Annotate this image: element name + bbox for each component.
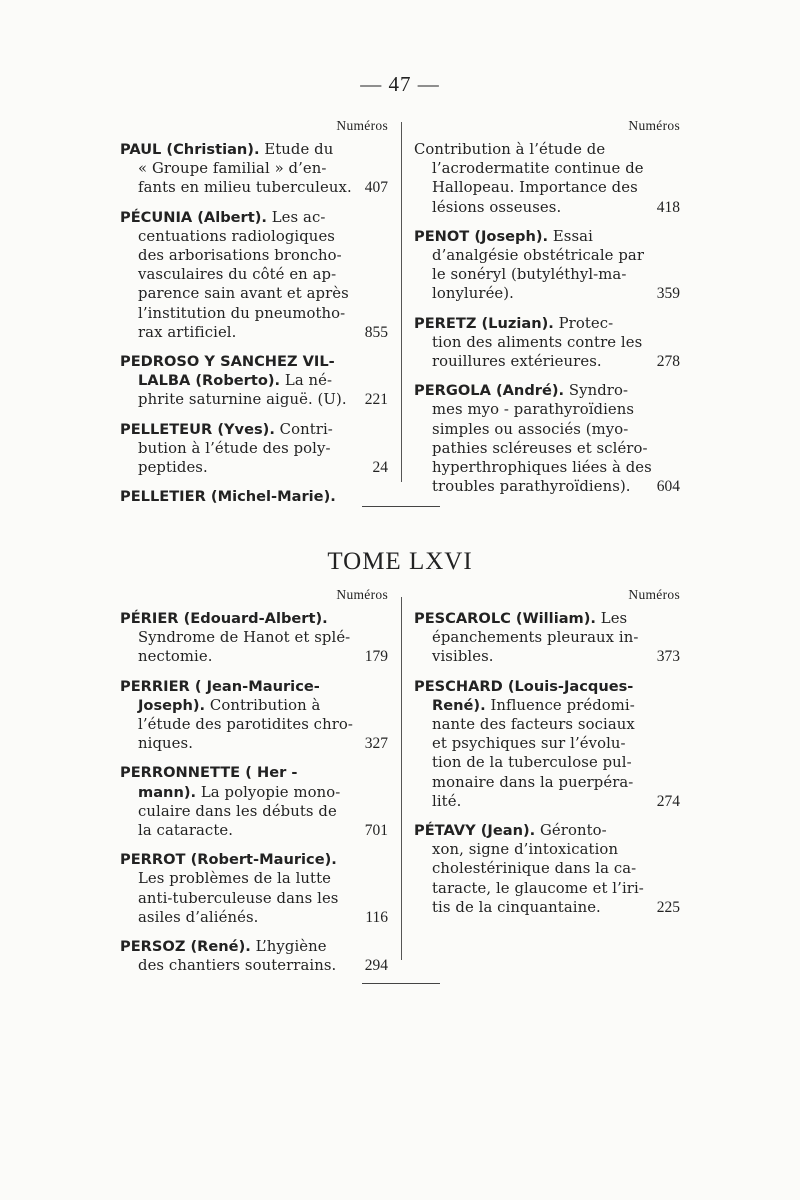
- entry-line-text: [120, 850, 337, 869]
- entry-line: [120, 908, 388, 927]
- entry-line: [414, 879, 680, 898]
- index-entry: [120, 140, 388, 198]
- entry-number: 604: [656, 478, 680, 496]
- entry-line: [414, 314, 680, 333]
- title-text: Hallopeau. Importance des: [432, 179, 638, 197]
- entry-number: 407: [364, 179, 388, 197]
- entry-line-text: [138, 178, 352, 197]
- entry-line-text: [138, 304, 345, 323]
- entry-line-text: [432, 647, 494, 666]
- title-text: Contri-: [274, 420, 333, 438]
- entry-line-text: [432, 246, 644, 265]
- entry-line: [414, 773, 680, 792]
- entry-line-text: [432, 420, 628, 439]
- title-text: Syndro-: [564, 382, 629, 400]
- title-text: tis de la cinquantaine.: [432, 898, 601, 916]
- entry-line-text: [138, 159, 327, 178]
- title-text: le sonéryl (butyléthyl-ma-: [432, 266, 627, 284]
- entry-line-text: [120, 208, 325, 227]
- title-text: mes myo - parathyroïdiens: [432, 401, 635, 419]
- entry-line: [120, 284, 388, 303]
- entry-line: [414, 400, 680, 419]
- index-entry: [414, 227, 680, 304]
- entry-number: 294: [364, 957, 388, 975]
- title-text: rax artificiel.: [138, 323, 237, 341]
- entry-line: [414, 284, 680, 303]
- title-text: lité.: [432, 792, 462, 810]
- title-text: d’analgésie obstétricale par: [432, 247, 644, 265]
- top-left-column: [120, 118, 388, 516]
- title-text: xon, signe d’intoxication: [432, 841, 619, 859]
- entry-number: 221: [364, 391, 388, 409]
- title-text: taracte, le glaucome et l’iri-: [432, 879, 644, 897]
- title-text: Les ac-: [266, 208, 326, 226]
- index-entry: [120, 763, 388, 840]
- entry-line: [414, 734, 680, 753]
- entry-line-text: [432, 265, 626, 284]
- entry-line: [120, 647, 388, 666]
- entry-line: [414, 792, 680, 811]
- title-text: et psychiques sur l’évolu-: [432, 735, 626, 753]
- title-text: Influence prédomi-: [485, 696, 635, 714]
- column-header-numeros: Numéros: [336, 587, 388, 602]
- title-text: Syndrome de Hanot et splé-: [138, 629, 351, 647]
- title-text: Etude du: [259, 141, 334, 158]
- entry-line-text: [432, 333, 642, 352]
- bottom-left-column: [120, 587, 388, 985]
- entry-line-text: [120, 937, 327, 956]
- entry-line-text: [432, 439, 648, 458]
- entry-line-text: [138, 227, 335, 246]
- entry-line-text: [432, 773, 633, 792]
- title-text: tion de la tuberculose pul-: [432, 754, 632, 772]
- entry-line: [120, 889, 388, 908]
- title-text: lonylurée).: [432, 285, 514, 303]
- entry-line: [414, 352, 680, 371]
- title-text: monaire dans la puerpéra-: [432, 773, 634, 791]
- entry-line-text: [432, 477, 631, 496]
- index-entry: [414, 140, 680, 217]
- entry-line: [414, 381, 680, 400]
- title-text: des arborisations broncho-: [138, 247, 342, 265]
- title-text: cholestérinique dans la ca-: [432, 860, 637, 878]
- entry-line: [414, 477, 680, 496]
- entry-number: 701: [364, 822, 388, 840]
- entry-line: [414, 677, 680, 696]
- title-text: troubles parathyroïdiens).: [432, 478, 631, 496]
- author-name: PERGOLA (André).: [414, 382, 565, 400]
- entry-line: [414, 715, 680, 734]
- entry-line: [414, 159, 680, 178]
- entry-line-text: [432, 898, 601, 917]
- entry-line: [414, 246, 680, 265]
- entry-line-text: [138, 323, 236, 342]
- entry-line-text: [120, 420, 333, 439]
- title-text: lésions osseuses.: [432, 198, 562, 216]
- index-entry: [120, 850, 388, 927]
- entry-number: 225: [656, 898, 680, 916]
- title-text: Contribution à l’étude de: [414, 141, 606, 158]
- entry-line: [120, 159, 388, 178]
- entry-line-text: [138, 246, 342, 265]
- entry-line-text: [138, 956, 336, 975]
- entry-line-text: [432, 628, 638, 647]
- entry-line: [120, 323, 388, 342]
- title-text: « Groupe familial » d’en-: [138, 160, 327, 178]
- entry-line: [120, 352, 388, 371]
- author-name: PÉCUNIA (Albert).: [120, 208, 267, 226]
- entry-line: [120, 208, 388, 227]
- entry-line-text: [138, 802, 337, 821]
- entry-line-text: [432, 879, 644, 898]
- title-text: tion des aliments contre les: [432, 333, 643, 351]
- entry-line-text: [120, 352, 335, 371]
- entry-line-text: [432, 458, 652, 477]
- entry-line: [120, 696, 388, 715]
- title-text: visibles.: [432, 648, 494, 666]
- title-text: pathies scléreuses et scléro-: [432, 439, 648, 457]
- entry-line: [120, 850, 388, 869]
- entry-line-text: [138, 715, 353, 734]
- title-text: vasculaires du côté en ap-: [138, 266, 337, 284]
- title-text: Les: [595, 610, 628, 627]
- author-name: PELLETEUR (Yves).: [120, 420, 275, 438]
- index-entry: [414, 314, 680, 372]
- entry-line: [414, 753, 680, 772]
- entry-line-text: [432, 753, 632, 772]
- entry-line-text: [138, 647, 213, 666]
- title-text: l’acrodermatite continue de: [432, 160, 644, 178]
- author-name: mann).: [138, 783, 197, 801]
- title-text: Protec-: [553, 314, 614, 332]
- entry-line-text: [432, 715, 635, 734]
- entry-line: [414, 609, 680, 628]
- title-text: niques.: [138, 735, 194, 753]
- entry-line: [414, 439, 680, 458]
- author-name: LALBA (Roberto).: [138, 372, 281, 390]
- entry-line-text: [432, 859, 636, 878]
- title-text: anti-tuberculeuse dans les: [138, 889, 339, 907]
- index-entry: [120, 208, 388, 342]
- entry-line-text: [432, 734, 626, 753]
- entry-line-text: [138, 265, 336, 284]
- author-name: PERETZ (Luzian).: [414, 314, 554, 332]
- entry-line-text: [138, 628, 350, 647]
- page-number: — 47 —: [360, 72, 440, 96]
- entry-line-text: [414, 609, 627, 628]
- bottom-separator-rule: [362, 983, 440, 984]
- top-separator-rule: [362, 506, 440, 507]
- index-entry: [414, 677, 680, 811]
- title-text: bution à l’étude des poly-: [138, 439, 331, 457]
- entry-line-text: [120, 140, 333, 159]
- index-entry: [120, 420, 388, 478]
- entry-line-text: [138, 371, 332, 390]
- entry-number: 274: [656, 792, 680, 810]
- entry-line: [120, 628, 388, 647]
- entry-line-text: [432, 178, 638, 197]
- entry-line-text: [432, 840, 618, 859]
- entry-line: [414, 628, 680, 647]
- entry-line: [120, 763, 388, 782]
- title-text: La né-: [280, 372, 333, 390]
- entry-line: [120, 677, 388, 696]
- title-text: l’étude des parotidites chro-: [138, 716, 353, 734]
- section-title: TOME LXVI: [327, 548, 473, 575]
- entry-line-text: [432, 696, 635, 715]
- title-text: Les problèmes de la lutte: [138, 870, 331, 888]
- author-name: PESCHARD (Louis-Jacques-: [414, 677, 634, 695]
- index-entry: [120, 937, 388, 975]
- entry-line: [414, 821, 680, 840]
- title-text: culaire dans les débuts de: [138, 802, 337, 820]
- entry-line-text: [138, 889, 339, 908]
- title-text: Géronto-: [535, 822, 607, 840]
- author-name: PENOT (Joseph).: [414, 227, 549, 245]
- entry-line: [120, 956, 388, 975]
- entry-line-text: [138, 458, 208, 477]
- entry-line-text: [414, 227, 593, 246]
- entry-line: [120, 227, 388, 246]
- column-header-numeros: Numéros: [628, 587, 680, 602]
- title-text: La polyopie mono-: [196, 783, 341, 801]
- entry-number: 855: [364, 323, 388, 341]
- entry-line: [120, 715, 388, 734]
- entry-line: [120, 265, 388, 284]
- entry-line: [120, 304, 388, 323]
- entry-line-text: [120, 487, 336, 506]
- bottom-right-column: [414, 587, 680, 927]
- entry-line-text: [138, 734, 193, 753]
- title-text: Contribution à: [205, 696, 321, 714]
- index-entry: [414, 381, 680, 496]
- entry-line: [414, 178, 680, 197]
- author-name: PÉTAVY (Jean).: [414, 822, 536, 840]
- entry-line: [120, 246, 388, 265]
- entry-line: [414, 458, 680, 477]
- entry-line-text: [138, 390, 347, 409]
- entry-line: [120, 458, 388, 477]
- title-text: phrite saturnine aiguë. (U).: [138, 391, 347, 409]
- index-entry: [120, 677, 388, 754]
- top-column-divider: [401, 122, 402, 482]
- entry-line: [414, 647, 680, 666]
- entry-line-text: [138, 696, 320, 715]
- index-entry: [120, 487, 388, 506]
- author-name: PEDROSO Y SANCHEZ VIL-: [120, 353, 335, 371]
- entry-line: [414, 898, 680, 917]
- entry-line-text: [138, 284, 349, 303]
- entry-line: [120, 487, 388, 506]
- entry-number: 116: [365, 908, 388, 926]
- title-text: rouillures extérieures.: [432, 353, 602, 371]
- title-text: hyperthrophiques liées à des: [432, 459, 652, 477]
- index-entry: [120, 609, 388, 667]
- entry-line: [120, 178, 388, 197]
- entry-number: 418: [656, 198, 680, 216]
- entry-line: [414, 696, 680, 715]
- entry-line: [414, 333, 680, 352]
- entry-line: [414, 420, 680, 439]
- author-name: René).: [432, 696, 486, 714]
- title-text: Essai: [548, 227, 593, 245]
- index-entry: [414, 609, 680, 667]
- bottom-column-divider: [401, 597, 402, 960]
- author-name: PERRIER ( Jean-Maurice-: [120, 677, 320, 695]
- title-text: L’hygiène: [250, 938, 327, 956]
- entry-line-text: [120, 677, 320, 696]
- title-text: asiles d’aliénés.: [138, 908, 259, 926]
- entry-number: 179: [364, 648, 388, 666]
- title-text: nectomie.: [138, 648, 213, 666]
- author-name: Joseph).: [138, 696, 206, 714]
- entry-line: [120, 371, 388, 390]
- index-entry: [120, 352, 388, 410]
- entry-line: [120, 390, 388, 409]
- entry-line-text: [432, 352, 602, 371]
- title-text: épanchements pleuraux in-: [432, 629, 639, 647]
- entry-line: [414, 840, 680, 859]
- author-name: PELLETIER (Michel-Marie).: [120, 488, 336, 506]
- author-name: PERSOZ (René).: [120, 938, 251, 956]
- entry-line: [120, 869, 388, 888]
- title-text: parence sain avant et après: [138, 285, 349, 303]
- entry-line-text: [432, 159, 644, 178]
- entry-line-text: [138, 439, 331, 458]
- index-entry: [414, 821, 680, 917]
- entry-line: [120, 821, 388, 840]
- title-text: peptides.: [138, 459, 208, 477]
- entry-line-text: [138, 908, 258, 927]
- author-name: PÉRIER (Edouard-Albert).: [120, 610, 328, 627]
- entry-line: [120, 609, 388, 628]
- entry-line-text: [414, 314, 613, 333]
- entry-line-text: [432, 284, 514, 303]
- title-text: la cataracte.: [138, 822, 234, 840]
- entry-line-text: [432, 400, 634, 419]
- entry-number: 373: [656, 648, 680, 666]
- title-text: fants en milieu tuberculeux.: [138, 179, 352, 197]
- entry-line: [414, 140, 680, 159]
- entry-line: [414, 227, 680, 246]
- entry-line: [120, 420, 388, 439]
- column-header-numeros: Numéros: [628, 118, 680, 133]
- entry-line-text: [432, 198, 561, 217]
- title-text: simples ou associés (myo-: [432, 420, 629, 438]
- entry-line-text: [414, 821, 607, 840]
- top-right-column: [414, 118, 680, 506]
- title-text: nante des facteurs sociaux: [432, 716, 635, 734]
- entry-number: 24: [372, 459, 388, 477]
- entry-line: [120, 783, 388, 802]
- entry-line: [120, 734, 388, 753]
- entry-line-text: [138, 821, 233, 840]
- entry-number: 278: [656, 353, 680, 371]
- author-name: PERRONNETTE ( Her -: [120, 764, 298, 782]
- author-name: PESCAROLC (William).: [414, 610, 596, 627]
- entry-line-text: [138, 783, 340, 802]
- entry-number: 359: [656, 285, 680, 303]
- entry-line-text: [414, 677, 633, 696]
- author-name: PERROT (Robert-Maurice).: [120, 851, 337, 869]
- entry-line: [120, 439, 388, 458]
- entry-line: [414, 265, 680, 284]
- entry-line-text: [120, 763, 297, 782]
- entry-line-text: [120, 609, 328, 628]
- author-name: PAUL (Christian).: [120, 141, 260, 158]
- entry-line-text: [414, 381, 628, 400]
- entry-line-text: [414, 140, 605, 159]
- title-text: l’institution du pneumotho-: [138, 304, 346, 322]
- entry-line: [414, 859, 680, 878]
- entry-line: [120, 802, 388, 821]
- title-text: des chantiers souterrains.: [138, 957, 337, 975]
- entry-number: 327: [364, 735, 388, 753]
- entry-line: [414, 198, 680, 217]
- column-header-numeros: Numéros: [336, 118, 388, 133]
- entry-line: [120, 937, 388, 956]
- entry-line-text: [432, 792, 461, 811]
- entry-line-text: [138, 869, 331, 888]
- title-text: centuations radiologiques: [138, 227, 335, 245]
- entry-line: [120, 140, 388, 159]
